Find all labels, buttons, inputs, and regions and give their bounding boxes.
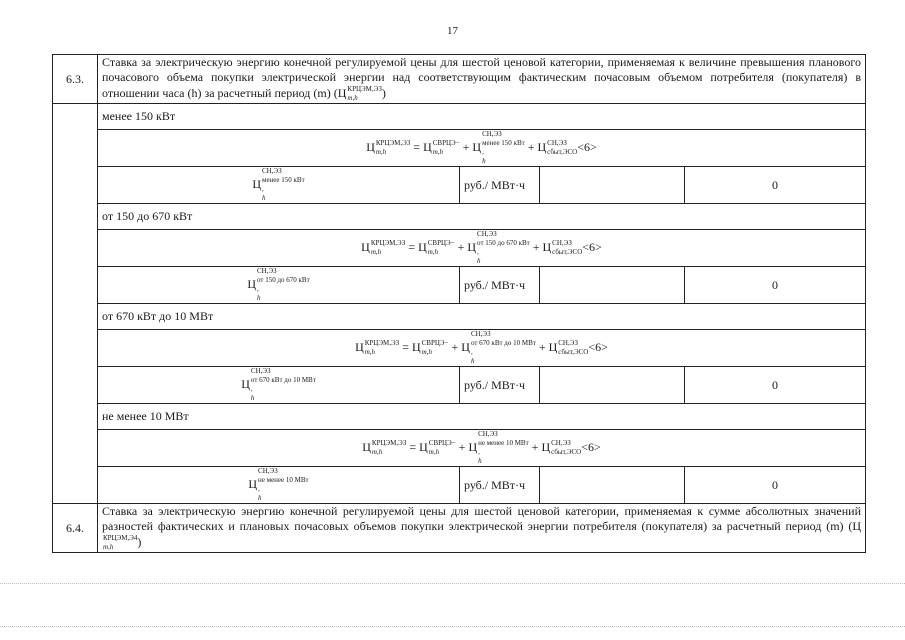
band-label: от 670 кВт до 10 МВт	[98, 304, 866, 330]
unit-cell: руб./ МВт·ч	[460, 167, 540, 204]
rate-symbol: Ц СН,ЭЗ от 150 до 670 кВт , h	[98, 267, 460, 304]
row-6-3	[53, 55, 866, 104]
empty-cell	[540, 267, 685, 304]
rate-symbol: Ц СН,ЭЗ от 670 кВт до 10 МВт , h	[98, 367, 460, 404]
value-cell: 0	[685, 367, 866, 404]
unit-cell: руб./ МВт·ч	[460, 367, 540, 404]
formula-row	[53, 430, 866, 467]
row-6-4	[53, 504, 866, 553]
value-row	[53, 467, 866, 504]
value-cell: 0	[685, 467, 866, 504]
unit-cell: руб./ МВт·ч	[460, 267, 540, 304]
value-row	[53, 367, 866, 404]
empty-cell	[540, 167, 685, 204]
formula: Ц КРЦЭМ,ЭЗ m,h = Ц СВРЦЭ− m,h + Ц СН,ЭЗ от 670 кВт до 10 МВт , h + Ц СН,ЭЗ сбыт,ЭСО <6>	[98, 330, 866, 367]
band-row	[53, 304, 866, 330]
formula: Ц КРЦЭМ,ЭЗ m,h = Ц СВРЦЭ− m,h + Ц СН,ЭЗ менее 150 кВт , h + Ц СН,ЭЗ сбыт,ЭСО <6>	[98, 130, 866, 167]
band-row	[53, 204, 866, 230]
scan-artifact-line	[0, 626, 905, 627]
row-number: 6.3.	[53, 55, 98, 104]
value-row	[53, 167, 866, 204]
value-cell: 0	[685, 167, 866, 204]
tariff-table	[52, 54, 866, 553]
scan-artifact-line	[0, 583, 905, 584]
band-row	[53, 404, 866, 430]
band-label: не менее 10 МВт	[98, 404, 866, 430]
band-label: менее 150 кВт	[98, 104, 866, 130]
value-cell: 0	[685, 267, 866, 304]
formula: Ц КРЦЭМ,ЭЗ m,h = Ц СВРЦЭ− m,h + Ц СН,ЭЗ от 150 до 670 кВт , h + Ц СН,ЭЗ сбыт,ЭСО <6>	[98, 230, 866, 267]
empty-cell	[540, 367, 685, 404]
formula-row	[53, 330, 866, 367]
formula: Ц КРЦЭМ,ЭЗ m,h = Ц СВРЦЭ− m,h + Ц СН,ЭЗ не менее 10 МВт , h + Ц СН,ЭЗ сбыт,ЭСО <6>	[98, 430, 866, 467]
row-description: Ставка за электрическую энергию конечной регулируемой цены для шестой ценовой категории, применяемая к величине превышения планового почасового объема покупки электрической энергии над соответствующим фактическим почасовым объемом потребителя (покупателя) в отношении часа (h) за расчетный период (m) (Ц КРЦЭМ,ЭЗ m,h )	[98, 55, 866, 104]
rate-symbol: Ц СН,ЭЗ менее 150 кВт , h	[98, 167, 460, 204]
formula-row	[53, 230, 866, 267]
rate-symbol: Ц СН,ЭЗ не менее 10 МВт , h	[98, 467, 460, 504]
page-number: 17	[447, 25, 458, 37]
empty-cell	[540, 467, 685, 504]
formula-row	[53, 130, 866, 167]
row-description: Ставка за электрическую энергию конечной регулируемой цены для шестой ценовой категории, применяемая к сумме абсолютных значений разностей фактических и плановых почасовых объемов покупки электрической энергии потребителя (покупателя) за расчетный период (m) (Ц КРЦЭМ,Э4 m,h )	[98, 504, 866, 553]
value-row	[53, 267, 866, 304]
number-spacer	[53, 104, 98, 504]
unit-cell: руб./ МВт·ч	[460, 467, 540, 504]
band-row	[53, 104, 866, 130]
row-number: 6.4.	[53, 504, 98, 553]
band-label: от 150 до 670 кВт	[98, 204, 866, 230]
